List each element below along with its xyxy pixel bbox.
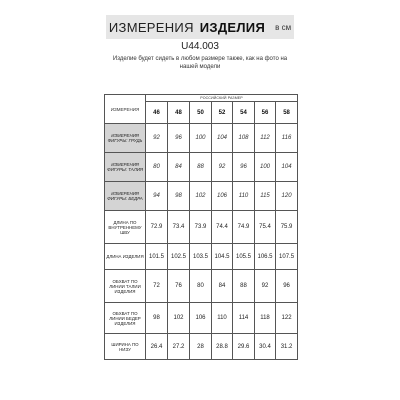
table-cell: 118 [255, 303, 276, 334]
table-cell: 75.9 [276, 211, 298, 244]
table-cell: 96 [276, 270, 298, 303]
table-header-row [105, 95, 298, 102]
table-cell: 104 [276, 153, 298, 182]
table-body [105, 124, 298, 360]
product-code: U44.003 [181, 41, 219, 52]
header-item-word: ИЗДЕЛИЯ [199, 19, 266, 35]
table-row [105, 182, 298, 211]
table-cell: 101.5 [146, 244, 168, 270]
table-cell: 80 [146, 153, 168, 182]
table-cell: 106 [212, 182, 233, 211]
row-label: ИЗМЕРЕНИЯ ФИГУРЫ: ГРУДЬ [105, 124, 146, 153]
table-cell: 73.9 [190, 211, 212, 244]
table-row [105, 124, 298, 153]
table-row [105, 211, 298, 244]
table-cell: 88 [233, 270, 255, 303]
table-row [105, 334, 298, 360]
table-cell: 76 [168, 270, 190, 303]
row-label: ИЗМЕРЕНИЯ ФИГУРЫ: БЕДРА [105, 182, 146, 211]
table-row [105, 153, 298, 182]
table-cell: 92 [146, 124, 168, 153]
table-cell: 27.2 [168, 334, 190, 360]
table-cell: 74.9 [233, 211, 255, 244]
table-cell: 96 [233, 153, 255, 182]
row-label: ДЛИНА ИЗДЕЛИЯ [105, 244, 146, 270]
table-cell: 28.8 [212, 334, 233, 360]
size-56: 56 [255, 102, 276, 124]
table-cell: 100 [255, 153, 276, 182]
table-cell: 103.5 [190, 244, 212, 270]
size-table [104, 94, 298, 360]
table-cell: 29.6 [233, 334, 255, 360]
table-cell: 105.5 [233, 244, 255, 270]
table-cell: 84 [168, 153, 190, 182]
size-54: 54 [233, 102, 255, 124]
header-banner [106, 15, 294, 39]
row-label: ИЗМЕРЕНИЯ ФИГУРЫ: ТАЛИЯ [105, 153, 146, 182]
table-cell: 26.4 [146, 334, 168, 360]
table-cell: 112 [255, 124, 276, 153]
table-cell: 107.5 [276, 244, 298, 270]
table-cell: 84 [212, 270, 233, 303]
table-cell: 98 [168, 182, 190, 211]
row-label: ОБХВАТ ПО ЛИНИИ БЕДЕР ИЗДЕЛИЯ [105, 303, 146, 334]
table-row [105, 270, 298, 303]
table-cell: 88 [190, 153, 212, 182]
table-cell: 72 [146, 270, 168, 303]
table-cell: 74.4 [212, 211, 233, 244]
table-cell: 106 [190, 303, 212, 334]
table-cell: 31.2 [276, 334, 298, 360]
table-cell: 30.4 [255, 334, 276, 360]
table-cell: 114 [233, 303, 255, 334]
table-cell: 102.5 [168, 244, 190, 270]
table-cell: 94 [146, 182, 168, 211]
size-46: 46 [146, 102, 168, 124]
table-cell: 96 [168, 124, 190, 153]
table-row [105, 244, 298, 270]
table-row [105, 303, 298, 334]
table-cell: 116 [276, 124, 298, 153]
table-cell: 98 [146, 303, 168, 334]
table-cell: 102 [190, 182, 212, 211]
size-58: 58 [276, 102, 298, 124]
table-cell: 72.9 [146, 211, 168, 244]
header-unit: в см [275, 22, 292, 32]
table-cell: 110 [233, 182, 255, 211]
table-cell: 115 [255, 182, 276, 211]
table-cell: 110 [212, 303, 233, 334]
row-label: ОБХВАТ ПО ЛИНИИ ТАЛИИ ИЗДЕЛИЯ [105, 270, 146, 303]
table-cell: 106.5 [255, 244, 276, 270]
fit-note: Изделие будет сидеть в любом размере также, как на фото на нашей модели [112, 56, 288, 70]
row-label: ДЛИНА ПО ВНУТРЕННЕМУ ШВУ [105, 211, 146, 244]
table-cell: 102 [168, 303, 190, 334]
header-measure-word: ИЗМЕРЕНИЯ [108, 19, 194, 35]
table-cell: 92 [255, 270, 276, 303]
table-cell: 75.4 [255, 211, 276, 244]
table-cell: 108 [233, 124, 255, 153]
table-cell: 73.4 [168, 211, 190, 244]
table-cell: 28 [190, 334, 212, 360]
table-cell: 92 [212, 153, 233, 182]
size-52: 52 [212, 102, 233, 124]
table-corner-label: ИЗМЕРЕНИЯ [105, 95, 146, 124]
table-cell: 104.5 [212, 244, 233, 270]
row-label: ШИРИНА ПО НИЗУ [105, 334, 146, 360]
table-cell: 104 [212, 124, 233, 153]
table-cell: 120 [276, 182, 298, 211]
size-48: 48 [168, 102, 190, 124]
size-range-title: РОССИЙСКИЙ РАЗМЕР [146, 95, 298, 102]
table-cell: 122 [276, 303, 298, 334]
table-cell: 100 [190, 124, 212, 153]
table-cell: 80 [190, 270, 212, 303]
size-50: 50 [190, 102, 212, 124]
